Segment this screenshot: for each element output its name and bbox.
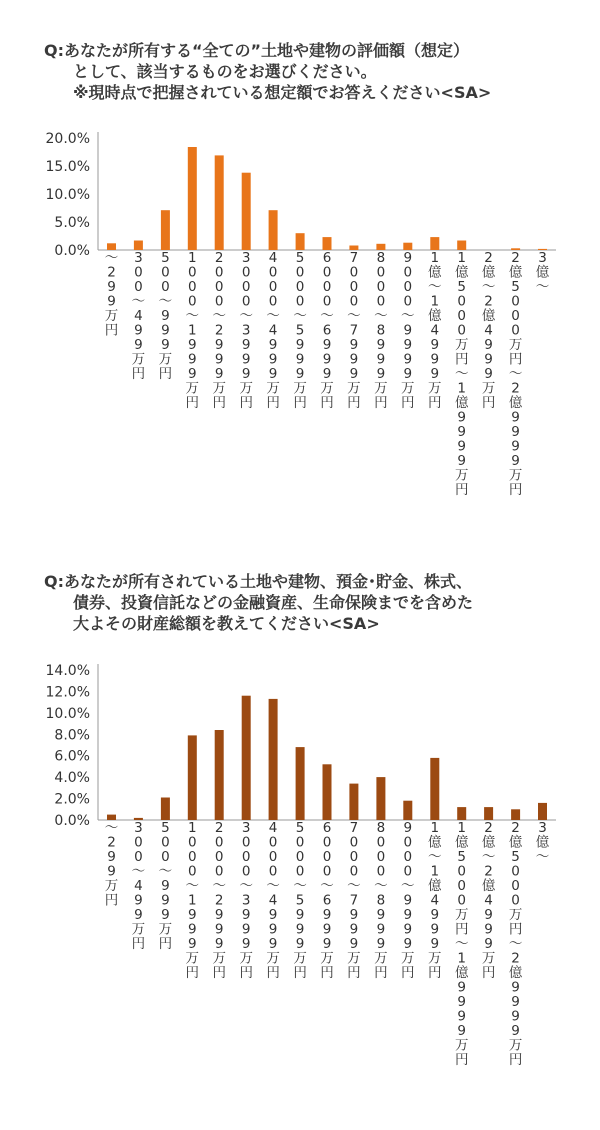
- bar-chart-2: [0, 650, 600, 1125]
- y-tick-label: 0.0%: [54, 813, 90, 829]
- x-tick-label: 1 億〜 1 億 4 9 9 9 万円: [428, 250, 442, 411]
- question-1-prefix: Q:: [44, 41, 64, 60]
- bar: [484, 807, 493, 820]
- x-tick-label: 6 0 0 0 〜 6 9 9 9 万円: [320, 820, 334, 981]
- bar: [296, 233, 305, 250]
- x-tick-label: 2 億〜 2 億 4 9 9 9 万円: [481, 820, 496, 981]
- question-2-prefix: Q:: [44, 572, 64, 591]
- x-tick-label: 5 0 0 〜 9 9 9 万円: [158, 820, 173, 952]
- y-tick-label: 10.0%: [45, 705, 90, 722]
- bar: [538, 803, 547, 820]
- question-2-line-3: 大よその財産総額を教えてください<SA>: [73, 614, 380, 633]
- bar: [134, 241, 143, 251]
- question-2-line-1: Q:あなたが所有されている土地や建物、預金･貯金、株式、: [44, 572, 473, 591]
- x-tick-label: 7 0 0 0 〜 7 9 9 9 万円: [347, 820, 361, 981]
- x-tick-label: 8 0 0 0 〜 8 9 9 9 万円: [374, 820, 388, 981]
- y-tick-label: 8.0%: [54, 727, 90, 744]
- question-1-line-2: として、該当するものをお選びください。: [73, 62, 377, 81]
- x-tick-label: 3 億〜: [535, 820, 550, 865]
- question-1-line-3: ※現時点で把握されている想定額でお答えください<SA>: [73, 83, 492, 102]
- bar: [323, 764, 332, 820]
- x-tick-label: 5 0 0 〜 9 9 9 万円: [158, 250, 173, 382]
- x-tick-label: 〜 2 9 9 万円: [104, 250, 119, 339]
- bar: [242, 696, 251, 820]
- bar: [215, 155, 224, 250]
- x-tick-label: 5 0 0 0 〜 5 9 9 9 万円: [293, 250, 307, 411]
- question-2-line-2: 債券、投資信託などの金融資産、生命保険までを含めた: [73, 593, 474, 612]
- x-tick-label: 1 0 0 0 〜 1 9 9 9 万円: [185, 820, 200, 981]
- x-tick-label: 3 0 0 0 〜 3 9 9 9 万円: [239, 250, 253, 411]
- x-tick-label: 1 0 0 0 〜 1 9 9 9 万円: [185, 250, 200, 411]
- y-tick-label: 6.0%: [54, 748, 90, 765]
- question-1: [44, 40, 491, 103]
- x-tick-label: 2 0 0 0 〜 2 9 9 9 万円: [212, 820, 226, 981]
- x-tick-label: 5 0 0 0 〜 5 9 9 9 万円: [293, 820, 307, 981]
- y-tick-label: 5.0%: [54, 215, 90, 231]
- x-tick-label: 〜 2 9 9 万円: [104, 820, 119, 909]
- x-tick-label: 3 0 0 〜 4 9 9 万円: [131, 820, 146, 952]
- x-tick-label: 2 億 5 0 0 0 万円〜 2 億 9 9 9 9 万円: [508, 820, 523, 1068]
- y-tick-label: 0.0%: [54, 243, 90, 259]
- bar: [403, 243, 412, 250]
- x-tick-label: 7 0 0 0 〜 7 9 9 9 万円: [347, 250, 361, 411]
- y-tick-label: 14.0%: [45, 663, 90, 679]
- y-tick-label: 2.0%: [54, 791, 90, 808]
- x-tick-label: 2 億〜 2 億 4 9 9 9 万円: [481, 250, 496, 411]
- question-1-line-1: Q:あなたが所有する“全ての”土地や建物の評価額（想定）: [44, 41, 470, 60]
- bar: [215, 730, 224, 820]
- y-tick-label: 4.0%: [54, 770, 90, 787]
- x-tick-label: 3 0 0 〜 4 9 9 万円: [131, 250, 146, 382]
- bar-chart-1: [0, 120, 600, 530]
- bar: [296, 747, 305, 820]
- x-tick-label: 2 0 0 0 〜 2 9 9 9 万円: [212, 250, 226, 411]
- x-tick-label: 3 0 0 0 〜 3 9 9 9 万円: [239, 820, 253, 981]
- x-tick-label: 9 0 0 0 〜 9 9 9 9 万円: [401, 250, 415, 411]
- bar: [107, 243, 116, 250]
- bar: [269, 210, 278, 250]
- x-tick-label: 4 0 0 0 〜 4 9 9 9 万円: [266, 250, 280, 411]
- bar: [349, 784, 358, 820]
- bar: [403, 801, 412, 820]
- bar: [242, 173, 251, 250]
- x-tick-label: 1 億〜 1 億 4 9 9 9 万円: [428, 820, 442, 981]
- x-tick-label: 8 0 0 0 〜 8 9 9 9 万円: [374, 250, 388, 411]
- x-tick-label: 9 0 0 0 〜 9 9 9 9 万円: [401, 820, 415, 981]
- y-tick-label: 10.0%: [45, 187, 90, 203]
- bar: [323, 237, 332, 250]
- x-tick-label: 2 億 5 0 0 0 万円〜 2 億 9 9 9 9 万円: [508, 250, 523, 498]
- y-tick-label: 20.0%: [45, 131, 90, 147]
- bar: [457, 807, 466, 820]
- bar: [269, 699, 278, 820]
- bar: [430, 758, 439, 820]
- x-tick-label: 4 0 0 0 〜 4 9 9 9 万円: [266, 820, 280, 981]
- x-tick-label: 3 億〜: [535, 250, 550, 295]
- bar: [511, 809, 520, 820]
- x-tick-label: 1 億 5 0 0 0 万円〜 1 億 9 9 9 9 万円: [454, 250, 469, 498]
- bar: [430, 237, 439, 250]
- bar: [457, 241, 466, 251]
- bar: [161, 798, 170, 821]
- x-tick-label: 1 億 5 0 0 0 万円〜 1 億 9 9 9 9 万円: [454, 820, 469, 1068]
- x-tick-label: 6 0 0 0 〜 6 9 9 9 万円: [320, 250, 334, 411]
- bar: [376, 777, 385, 820]
- bar: [161, 210, 170, 250]
- bar: [188, 735, 197, 820]
- question-2: [44, 571, 473, 634]
- y-tick-label: 15.0%: [45, 159, 90, 175]
- bar: [188, 147, 197, 250]
- y-tick-label: 12.0%: [45, 684, 90, 701]
